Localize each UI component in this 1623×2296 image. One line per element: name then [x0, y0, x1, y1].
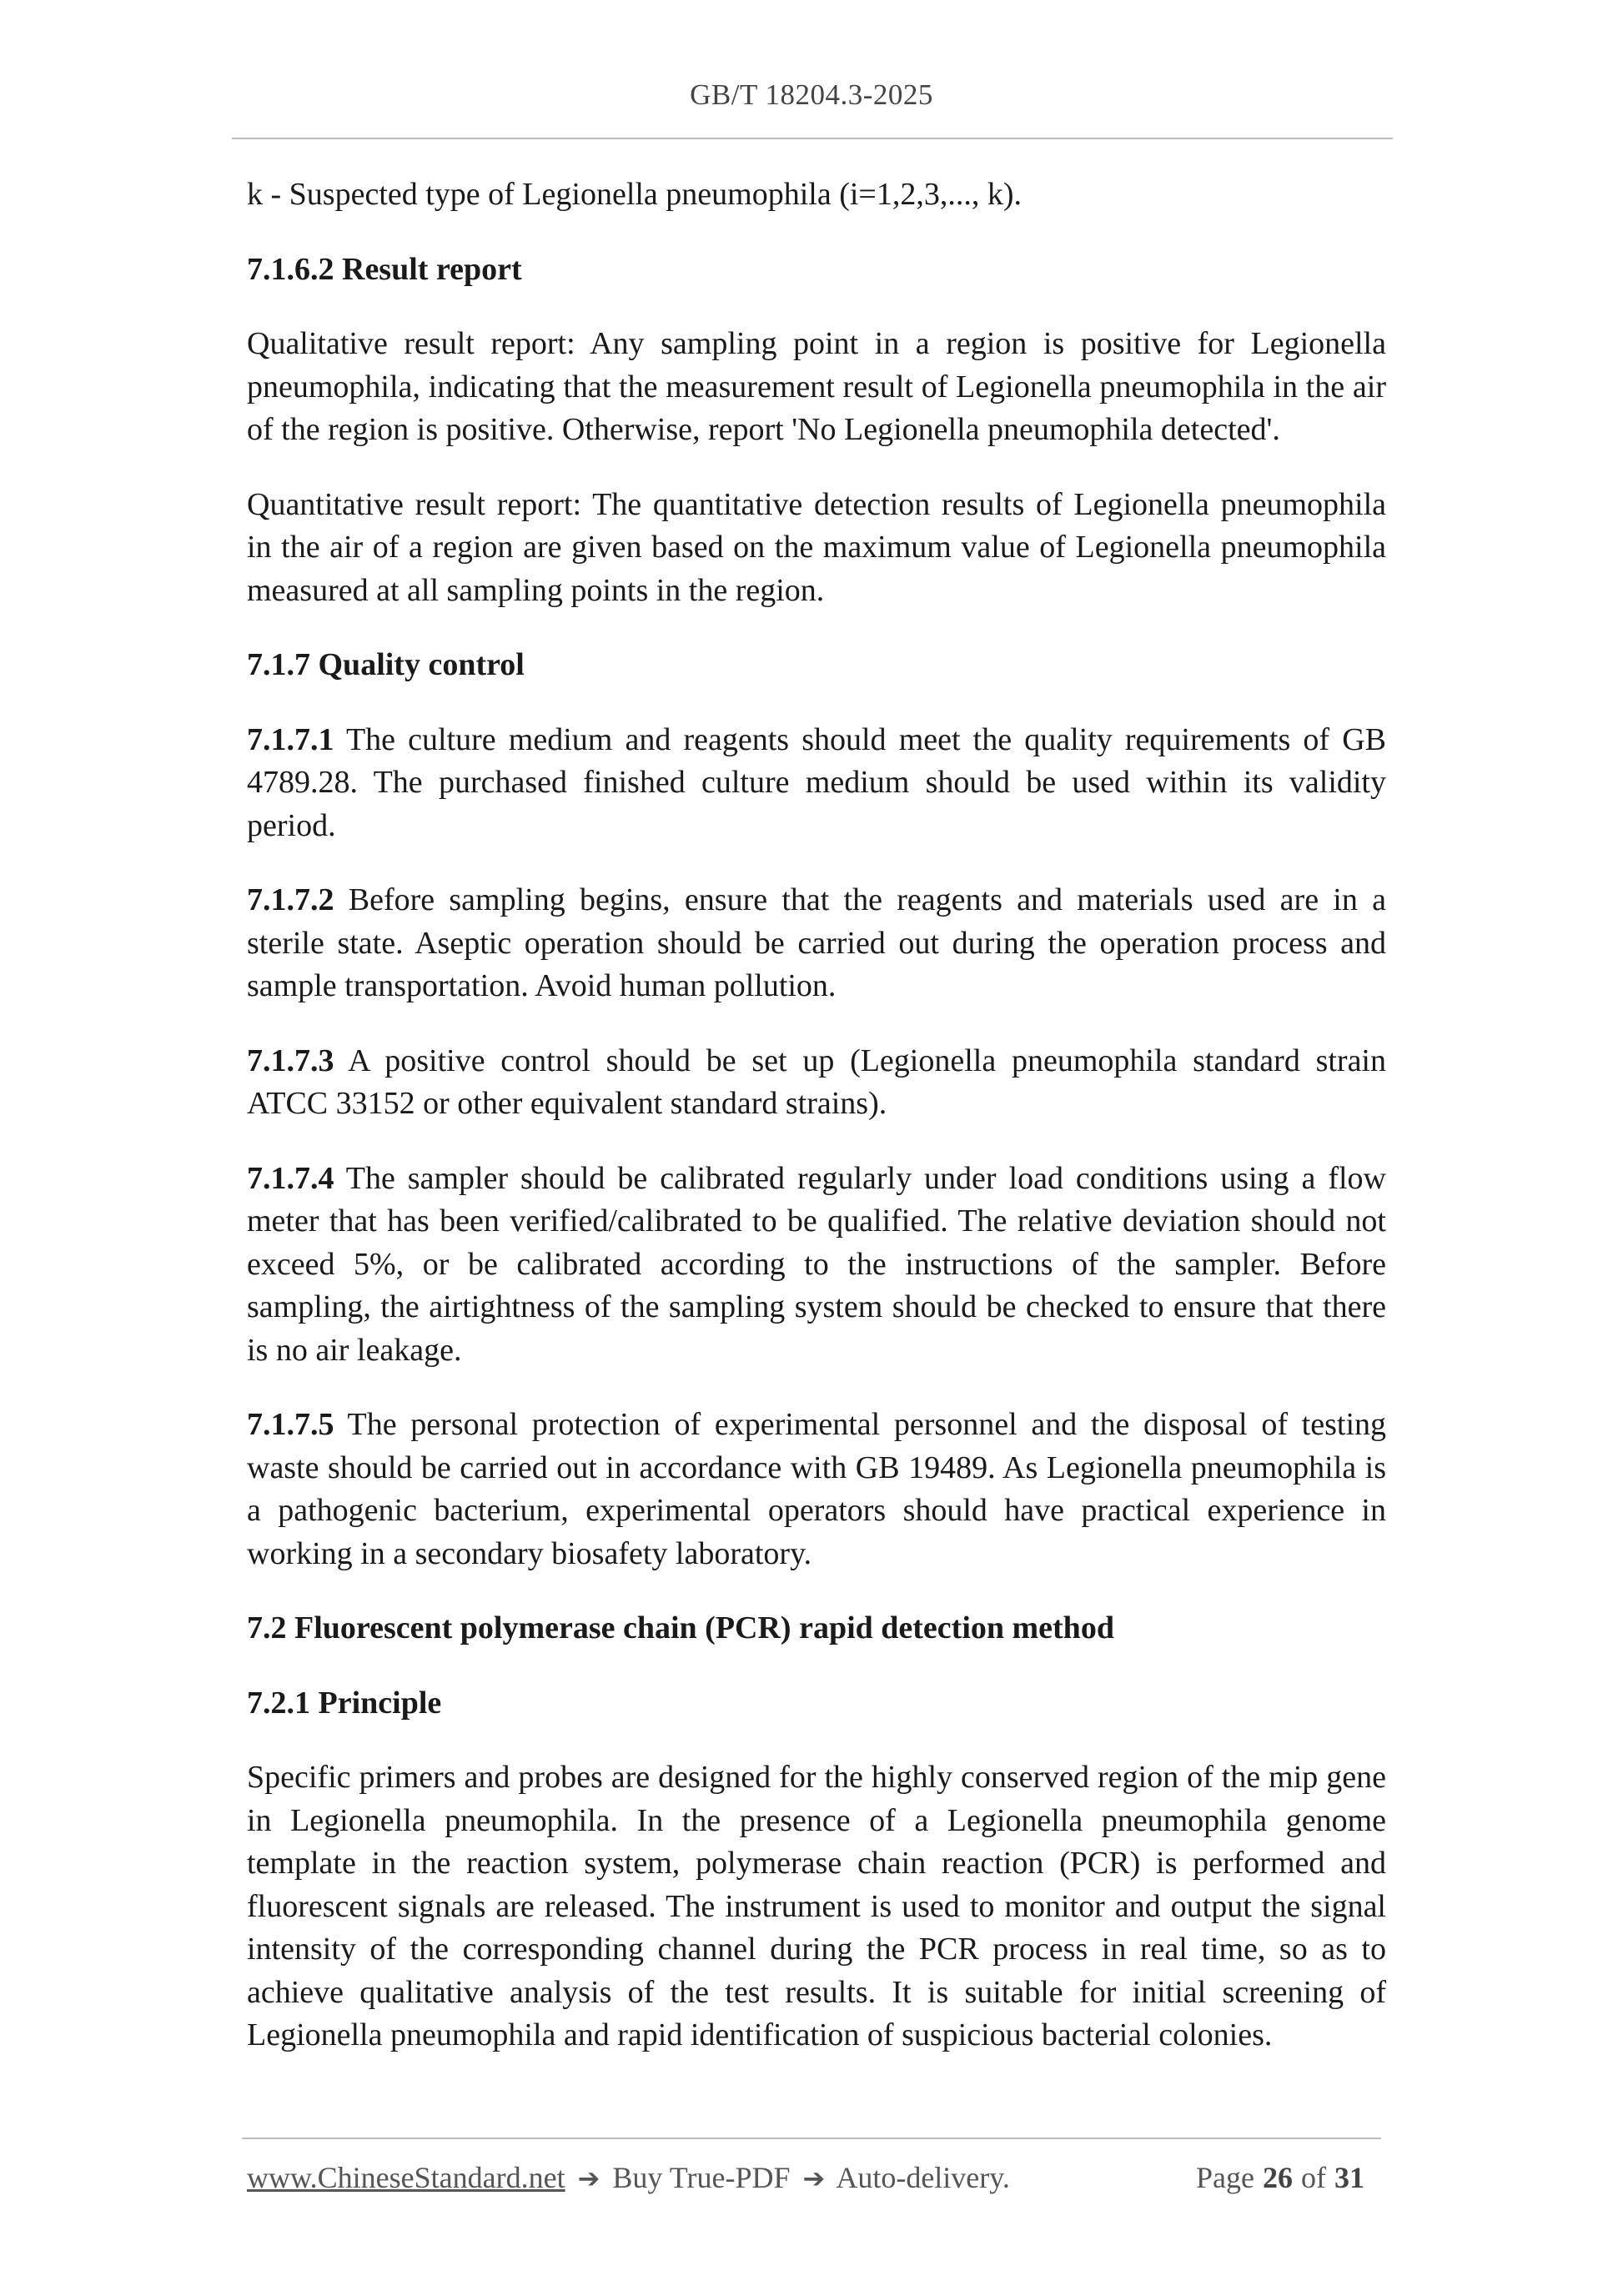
- clause-text: The personal protection of experimental personnel and the disposal of testing waste should be carried out in accordance with GB 19489. As Legionella pneumophila is a pathogenic bacterium, experimental operators should have practical experience in working in a secondary biosafety laboratory.: [247, 1407, 1386, 1571]
- clause-text: Before sampling begins, ensure that the reagents and materials used are in a sterile state. Aseptic operation should be carried out during the operation process and sample transportation. Avoid human pollution.: [247, 882, 1386, 1003]
- clause-7-1-7-3: [247, 1040, 1386, 1126]
- clause-7-1-7-1: [247, 719, 1386, 848]
- page-footer: [247, 2160, 1386, 2202]
- clause-number: 7.1.7.1: [247, 721, 334, 757]
- page-label: Page: [1196, 2161, 1254, 2194]
- page-body: [247, 173, 1386, 2089]
- clause-7-1-7-2: [247, 879, 1386, 1008]
- clause-number: 7.1.7.3: [247, 1042, 334, 1078]
- current-page: 26: [1263, 2161, 1293, 2194]
- heading-7-1-6-2: 7.1.6.2 Result report: [247, 251, 522, 287]
- footer-promo: [247, 2160, 1010, 2195]
- variable-definition: k - Suspected type of Legionella pneumophila (i=1,2,3,..., k).: [247, 177, 1022, 212]
- heading-7-2: 7.2 Fluorescent polymerase chain (PCR) rapid detection method: [247, 1610, 1114, 1645]
- clause-7-1-7-5: [247, 1404, 1386, 1575]
- principle-paragraph: Specific primers and probes are designed for the highly conserved region of the mip gene in Legionella pneumophila. In the presence of a Legionella pneumophila genome template in the reaction system, polymerase chain reaction (PCR) is performed and fluorescent signals are released. The instrument is used to monitor and output the signal intensity of the corresponding channel during the PCR process in real time, so as to achieve qualitative analysis of the test results. It is suitable for initial screening of Legionella pneumophila and rapid identification of suspicious bacterial colonies.: [247, 1760, 1386, 2052]
- clause-text: A positive control should be set up (Legionella pneumophila standard strain ATCC 33152 or other equivalent standard strains).: [247, 1042, 1386, 1121]
- auto-delivery-text: Auto-delivery.: [836, 2161, 1010, 2194]
- heading-7-1-7: 7.1.7 Quality control: [247, 647, 525, 682]
- total-pages: 31: [1334, 2161, 1364, 2194]
- heading-7-2-1: 7.2.1 Principle: [247, 1685, 442, 1721]
- buy-pdf-text: Buy True-PDF: [612, 2161, 791, 2194]
- arrow-right-icon: ➔: [577, 2163, 600, 2194]
- footer-divider: [242, 2138, 1381, 2139]
- page-number: [1196, 2160, 1373, 2195]
- header-divider: [232, 138, 1393, 139]
- of-label: of: [1301, 2161, 1326, 2194]
- arrow-right-icon: ➔: [802, 2163, 826, 2194]
- clause-number: 7.1.7.4: [247, 1160, 334, 1196]
- clause-number: 7.1.7.5: [247, 1407, 334, 1442]
- clause-text: The sampler should be calibrated regularly under load conditions using a flow meter that has been verified/calibrated to be qualified. The relative deviation should not exceed 5%, or be calibrated according to the instructions of the sampler. Before sampling, the airtightness of the sampling system should be checked to ensure that there is no air leakage.: [247, 1160, 1386, 1368]
- quantitative-report-paragraph: Quantitative result report: The quantitative detection results of Legionella pneumophila in the air of a region are given based on the maximum value of Legionella pneumophila measured at all sampling points in the region.: [247, 486, 1386, 608]
- clause-7-1-7-4: [247, 1158, 1386, 1373]
- running-header: GB/T 18204.3-2025: [690, 78, 933, 111]
- clause-number: 7.1.7.2: [247, 882, 334, 917]
- clause-text: The culture medium and reagents should meet the quality requirements of GB 4789.28. The purchased finished culture medium should be used within its validity period.: [247, 721, 1386, 843]
- qualitative-report-paragraph: Qualitative result report: Any sampling point in a region is positive for Legionella pneumophila, indicating that the measurement result of Legionella pneumophila in the air of the region is positive. Otherwise, report 'No Legionella pneumophila detected'.: [247, 326, 1386, 447]
- website-link[interactable]: www.ChineseStandard.net: [247, 2161, 565, 2194]
